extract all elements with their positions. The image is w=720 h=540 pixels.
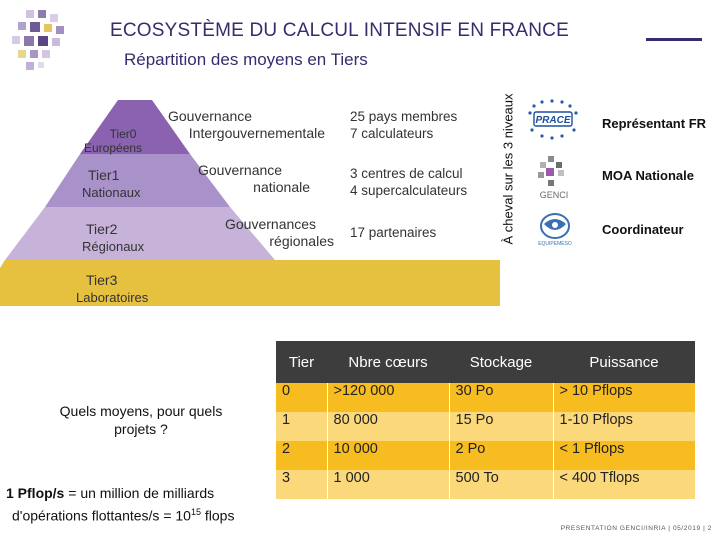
governance-tier2-line2: régionales xyxy=(269,233,334,249)
question-line1: Quels moyens, pour quels xyxy=(59,403,223,419)
governance-tier0-line1: Gouvernance xyxy=(168,108,253,124)
governance-tier1-line2: nationale xyxy=(253,179,310,195)
table-header-power: Puissance xyxy=(553,341,695,383)
cell-storage: 2 Po xyxy=(449,441,553,470)
footer-separator: | xyxy=(703,525,708,532)
tier1-scope: Nationaux xyxy=(82,185,141,200)
table-header-storage: Stockage xyxy=(449,341,553,383)
description-tier2 xyxy=(350,224,436,241)
role-genci: MOA Nationale xyxy=(602,168,694,183)
governance-tier1 xyxy=(180,162,310,196)
definition-suffix: flops xyxy=(200,507,235,524)
governance-tier2-line1: Gouvernances xyxy=(225,216,317,232)
genci-logo xyxy=(534,154,574,202)
cell-power: 1-10 Pflops xyxy=(553,412,695,441)
cross-level-label xyxy=(497,56,519,282)
role-equipemeso: Coordinateur xyxy=(602,222,684,237)
definition-term: 1 Pflop/s xyxy=(6,485,65,501)
cell-power: < 1 Pflops xyxy=(553,441,695,470)
footer-separator: | xyxy=(668,525,673,532)
equipemeso-logo-text: EQUIPEMESO xyxy=(538,241,572,247)
tier3-label xyxy=(76,272,149,306)
tier-resources-table xyxy=(276,341,695,499)
tier3-name: Tier3 xyxy=(86,272,118,288)
tier0-name: Tier0 xyxy=(109,127,137,141)
tier3-scope: Laboratoires xyxy=(76,290,149,305)
table-row xyxy=(276,412,695,441)
cell-storage: 500 To xyxy=(449,470,553,499)
table-header-tier: Tier xyxy=(276,341,327,383)
cell-power: > 10 Pflops xyxy=(553,383,695,412)
page-number: 2 xyxy=(707,525,712,532)
cell-storage: 30 Po xyxy=(449,383,553,412)
cell-cores: 10 000 xyxy=(327,441,449,470)
description-tier1-line2: 4 supercalculateurs xyxy=(350,183,468,198)
tier0-scope: Européens xyxy=(84,141,143,155)
definition-rest: = un million de milliards xyxy=(64,485,215,501)
table-row xyxy=(276,383,695,412)
tier3-band xyxy=(0,260,500,306)
question-text xyxy=(30,402,252,438)
cell-cores: >120 000 xyxy=(327,383,449,412)
table-row xyxy=(276,441,695,470)
tier0-label xyxy=(84,127,143,155)
tier1-name: Tier1 xyxy=(88,167,120,183)
table-header-row xyxy=(276,341,695,383)
genci-logo-text: GENCI xyxy=(539,190,569,200)
cell-tier: 0 xyxy=(276,383,327,412)
tier2-name: Tier2 xyxy=(86,221,118,237)
pflops-definition xyxy=(6,484,234,526)
description-tier0-line2: 7 calculateurs xyxy=(350,126,434,141)
tier2-label xyxy=(82,220,145,256)
question-line2: projets ? xyxy=(114,421,168,437)
title-accent-bar xyxy=(646,38,702,41)
governance-tier2 xyxy=(200,216,334,250)
tier2-scope: Régionaux xyxy=(82,239,145,254)
governance-tier1-line1: Gouvernance xyxy=(198,162,283,178)
cell-tier: 3 xyxy=(276,470,327,499)
definition-prefix: d'opérations flottantes/s = 10 xyxy=(12,507,191,524)
page-title: ECOSYSTÈME DU CALCUL INTENSIF EN FRANCE xyxy=(110,20,569,41)
description-tier1-line1: 3 centres de calcul xyxy=(350,166,463,181)
cross-level-text: À cheval sur les 3 niveaux xyxy=(500,93,516,245)
cell-tier: 2 xyxy=(276,441,327,470)
definition-line2 xyxy=(6,503,234,526)
cell-storage: 15 Po xyxy=(449,412,553,441)
equipemeso-logo xyxy=(530,210,580,248)
definition-exponent: 15 xyxy=(190,507,201,517)
description-tier0 xyxy=(350,108,457,142)
organisation-logo xyxy=(4,6,100,74)
governance-tier0-line2: Intergouvernementale xyxy=(188,125,325,141)
prace-logo xyxy=(524,98,582,140)
footer-text: PRESENTATION GENCI/INRIA xyxy=(560,525,666,532)
cell-cores: 80 000 xyxy=(327,412,449,441)
description-tier1 xyxy=(350,165,467,199)
tier1-label xyxy=(82,166,141,202)
table-row xyxy=(276,470,695,499)
description-tier0-line1: 25 pays membres xyxy=(350,109,458,124)
definition-line1 xyxy=(6,484,234,503)
footer-date: 05/2019 xyxy=(672,525,701,532)
footer xyxy=(561,525,712,532)
cell-power: < 400 Tflops xyxy=(553,470,695,499)
role-prace: Représentant FR xyxy=(602,116,707,131)
governance-tier0 xyxy=(150,108,325,142)
cell-cores: 1 000 xyxy=(327,470,449,499)
prace-logo-text: PRACE xyxy=(535,115,571,126)
description-tier2-line1: 17 partenaires xyxy=(350,225,437,240)
page-subtitle: Répartition des moyens en Tiers xyxy=(124,50,368,69)
table-header-cores: Nbre cœurs xyxy=(327,341,449,383)
cell-tier: 1 xyxy=(276,412,327,441)
